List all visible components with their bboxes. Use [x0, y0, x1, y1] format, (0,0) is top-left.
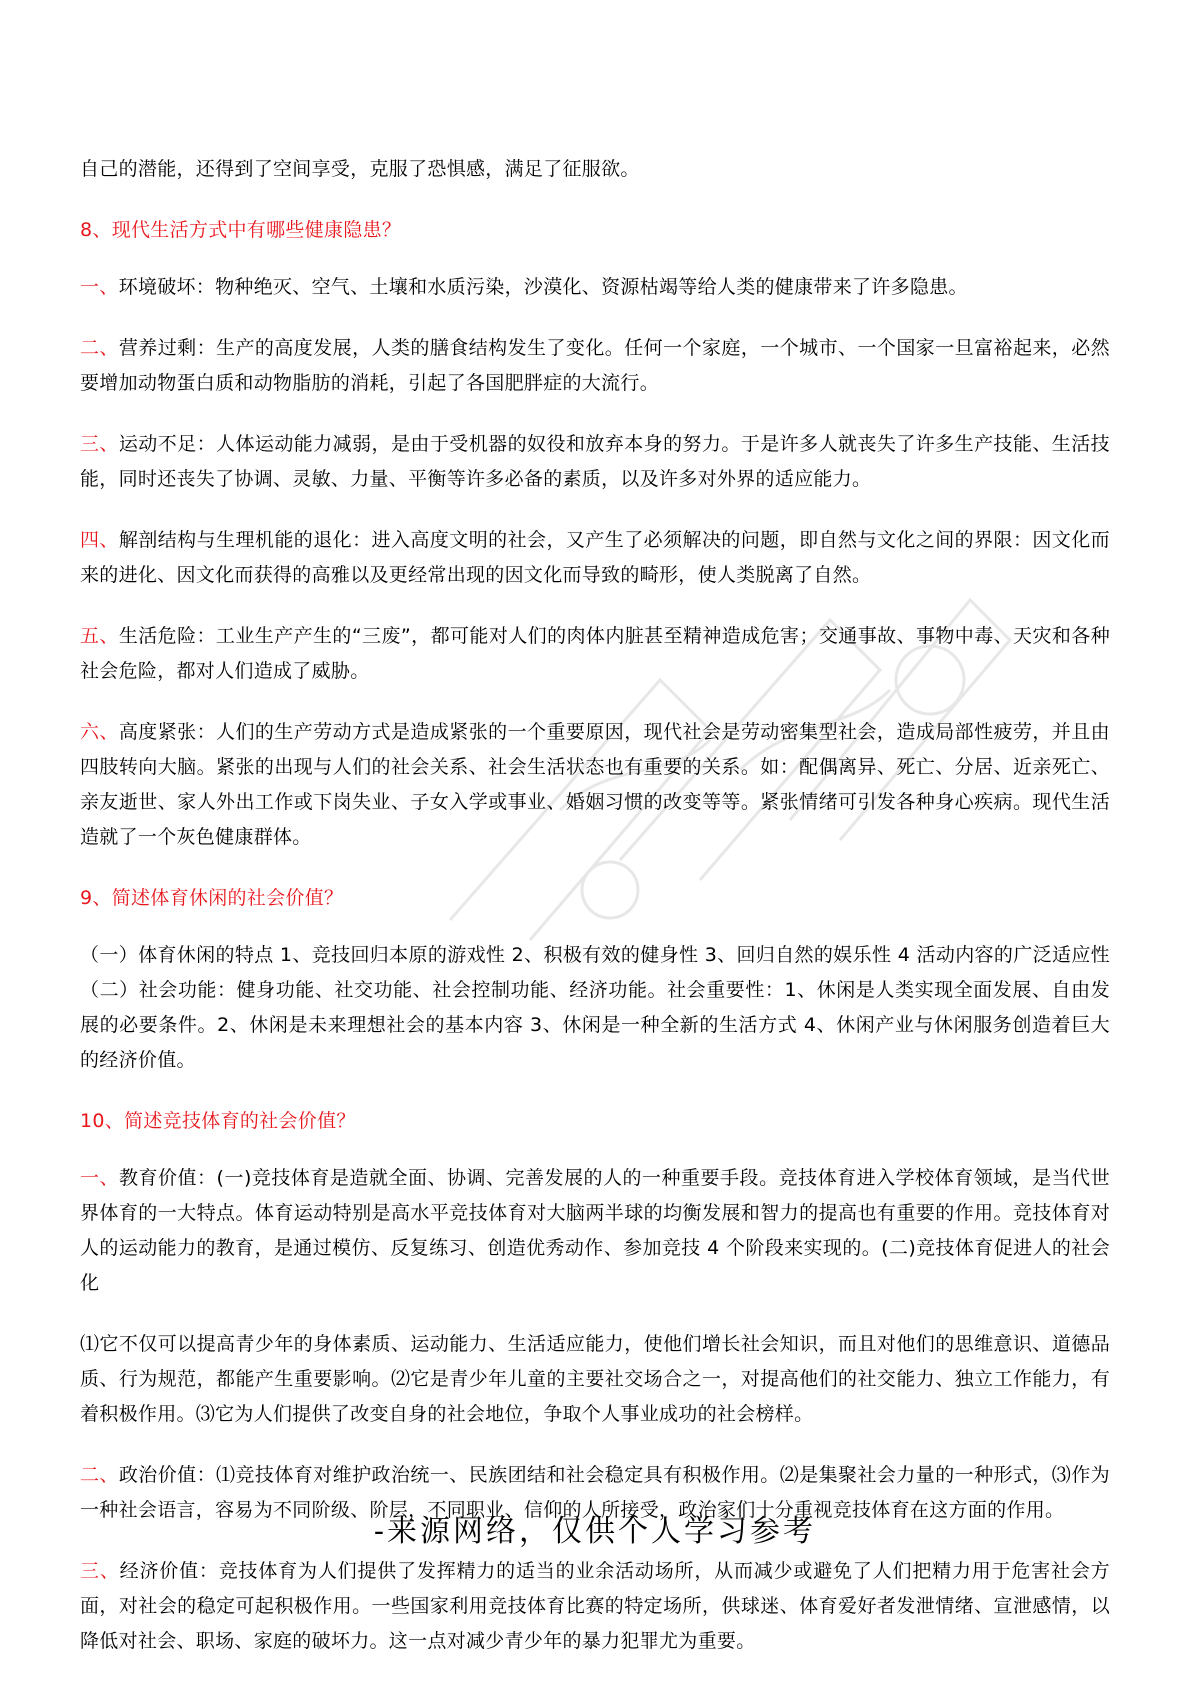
paragraph-text: （一）体育休闲的特点 1、竞技回归本原的游戏性 2、积极有效的健身性 3、回归自然的娱乐性 4 活动内容的广泛适应性（二）社会功能：健身功能、社交功能、社会控制功能、经济功能。社会重要性：1、休闲是人类实现全面发展、自由发展的必要条件。2、休闲是未来理想社会的基本内容 3、休闲是一种全新的生活方式 4、休闲产业与休闲服务创造着巨大的经济价值。: [80, 944, 1110, 1071]
body-paragraph: [80, 270, 1110, 305]
paragraph-text: 教育价值：(一)竞技体育是造就全面、协调、完善发展的人的一种重要手段。竞技体育进入学校体育领域，是当代世界体育的一大特点。体育运动特别是高水平竞技体育对大脑两半球的均衡发展和智力的提高也有重要的作用。竞技体育对人的运动能力的教育，是通过模仿、反复练习、创造优秀动作、参加竞技 4 个阶段来实现的。(二)竞技体育促进人的社会化: [80, 1167, 1110, 1294]
paragraph-text: 自己的潜能，还得到了空间享受，克服了恐惧感，满足了征服欲。: [80, 158, 640, 180]
paragraph-lead-number: 二、: [80, 337, 119, 359]
body-paragraph: [80, 619, 1110, 689]
body-paragraph: [80, 152, 1110, 187]
paragraph-lead-number: 六、: [80, 721, 119, 743]
body-paragraph: [80, 427, 1110, 497]
paragraph-text: 运动不足：人体运动能力减弱，是由于受机器的奴役和放弃本身的努力。于是许多人就丧失了许多生产技能、生活技能，同时还丧失了协调、灵敏、力量、平衡等许多必备的素质，以及许多对外界的适应能力。: [80, 433, 1110, 490]
paragraph-text: 解剖结构与生理机能的退化：进入高度文明的社会，又产生了必须解决的问题，即自然与文化之间的界限：因文化而来的进化、因文化而获得的高雅以及更经常出现的因文化而导致的畸形，使人类脱离了自然。: [80, 529, 1110, 586]
document-body: [80, 152, 1110, 1685]
body-paragraph: [80, 938, 1110, 1078]
body-paragraph: [80, 715, 1110, 855]
body-paragraph: [80, 331, 1110, 401]
paragraph-text: ⑴它不仅可以提高青少年的身体素质、运动能力、生活适应能力，使他们增长社会知识，而且对他们的思维意识、道德品质、行为规范，都能产生重要影响。⑵它是青少年儿童的主要社交场合之一，对提高他们的社交能力、独立工作能力，有着积极作用。⑶它为人们提供了改变自身的社会地位，争取个人事业成功的社会榜样。: [80, 1333, 1110, 1425]
body-paragraph: [80, 1327, 1110, 1432]
footer-disclaimer: -来源网络，仅供个人学习参考: [373, 1514, 817, 1549]
question-heading: [80, 1104, 1110, 1139]
paragraph-text: 8、现代生活方式中有哪些健康隐患？: [80, 219, 402, 241]
paragraph-lead-number: 三、: [80, 433, 119, 455]
paragraph-text: 10、简述竞技体育的社会价值？: [80, 1110, 356, 1132]
paragraph-lead-number: 二、: [80, 1464, 119, 1486]
document-page: [80, 0, 1110, 1684]
paragraph-text: 生活危险：工业生产产生的“三废”，都可能对人们的肉体内脏甚至精神造成危害；交通事故、事物中毒、天灾和各种社会危险，都对人们造成了威胁。: [80, 625, 1110, 682]
paragraph-text: 政治价值：⑴竞技体育对维护政治统一、民族团结和社会稳定具有积极作用。⑵是集聚社会力量的一种形式，⑶作为一种社会语言，容易为不同阶级、阶层，不同职业、信仰的人所接受，政治家们十分重视竞技体育在这方面的作用。: [80, 1464, 1110, 1521]
body-paragraph: [80, 523, 1110, 593]
body-paragraph: [80, 1161, 1110, 1301]
paragraph-lead-number: 一、: [80, 276, 119, 298]
paragraph-lead-number: 一、: [80, 1167, 120, 1189]
paragraph-lead-number: 五、: [80, 625, 119, 647]
paragraph-text: 9、简述体育休闲的社会价值？: [80, 887, 344, 909]
paragraph-text: 营养过剩：生产的高度发展，人类的膳食结构发生了变化。任何一个家庭，一个城市、一个国家一旦富裕起来，必然要增加动物蛋白质和动物脂肪的消耗，引起了各国肥胖症的大流行。: [80, 337, 1110, 394]
paragraph-text: 高度紧张：人们的生产劳动方式是造成紧张的一个重要原因，现代社会是劳动密集型社会，造成局部性疲劳，并且由四肢转向大脑。紧张的出现与人们的社会关系、社会生活状态也有重要的关系。如：配偶离异、死亡、分居、近亲死亡、亲友逝世、家人外出工作或下岗失业、子女入学或事业、婚姻习惯的改变等等。紧张情绪可引发各种身心疾病。现代生活造就了一个灰色健康群体。: [80, 721, 1110, 848]
paragraph-lead-number: 四、: [80, 529, 119, 551]
paragraph-text: 环境破坏：物种绝灭、空气、土壤和水质污染，沙漠化、资源枯竭等给人类的健康带来了许多隐患。: [118, 276, 968, 298]
body-paragraph: [80, 1554, 1110, 1659]
question-heading: [80, 213, 1110, 248]
question-heading: [80, 881, 1110, 916]
paragraph-lead-number: 三、: [80, 1560, 120, 1582]
paragraph-text: 经济价值：竞技体育为人们提供了发挥精力的适当的业余活动场所，从而减少或避免了人们把精力用于危害社会方面，对社会的稳定可起积极作用。一些国家利用竞技体育比赛的特定场所，供球迷、体育爱好者发泄情绪、宣泄感情，以降低对社会、职场、家庭的破坏力。这一点对减少青少年的暴力犯罪尤为重要。: [80, 1560, 1110, 1652]
